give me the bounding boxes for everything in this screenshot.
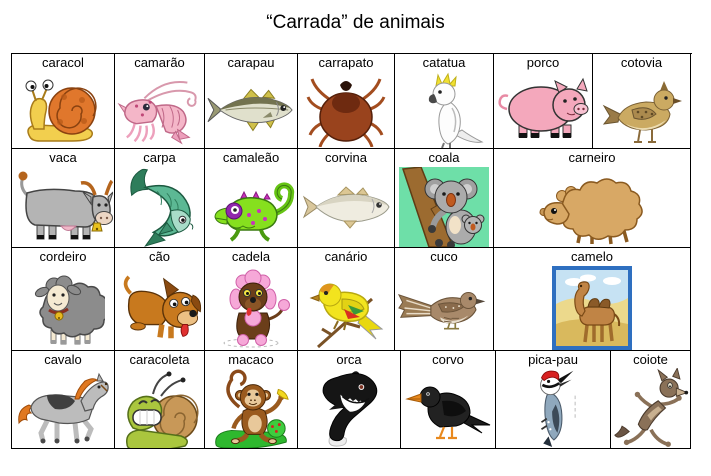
cell-cadela [205, 248, 298, 351]
pig-icon [497, 77, 589, 143]
cell-coiote [611, 351, 691, 449]
animal-label: carneiro [568, 150, 616, 165]
animal-table [11, 53, 692, 449]
cell-canario [298, 248, 395, 351]
cell-cuco [395, 248, 494, 351]
animal-label: coiote [633, 352, 668, 367]
animal-label: porco [526, 55, 560, 70]
mackerel-icon [206, 84, 296, 136]
table-row-2 [12, 149, 692, 248]
animal-label: catatua [422, 55, 466, 70]
cell-orca [298, 351, 401, 449]
cell-caracoleta [115, 351, 205, 449]
cell-cavalo [12, 351, 115, 449]
ram-icon [532, 169, 652, 245]
animal-label: carpa [143, 150, 176, 165]
animal-label: camarão [134, 55, 185, 70]
table-row-1 [12, 54, 692, 149]
cell-camaleao [205, 149, 298, 248]
cell-pica-pau [496, 351, 611, 449]
animal-label: corvo [432, 352, 464, 367]
cell-cotovia [593, 54, 691, 149]
cow-icon [13, 169, 113, 245]
camel-icon [552, 266, 632, 350]
croaker-fish-icon [300, 182, 392, 232]
animal-label: corvina [325, 150, 367, 165]
cuckoo-icon [397, 280, 491, 336]
cell-carrapato [298, 54, 395, 149]
cell-vaca [12, 149, 115, 248]
animal-label: caracol [42, 55, 84, 70]
crow-icon [402, 373, 494, 443]
animal-label: caracoleta [129, 352, 190, 367]
canary-icon [302, 267, 390, 349]
animal-label: coala [428, 150, 460, 165]
animal-label: camelo [571, 249, 613, 264]
animal-label: cuco [430, 249, 458, 264]
coyote-icon [613, 368, 689, 448]
tick-icon [306, 73, 386, 147]
poodle-icon [211, 267, 291, 349]
snail-grin-icon [119, 368, 201, 449]
animal-label: orca [336, 352, 362, 367]
cell-caracol [12, 54, 115, 149]
cockatoo-icon [404, 72, 484, 148]
cell-macaco [205, 351, 298, 449]
lark-icon [600, 74, 684, 146]
animal-label: camaleão [222, 150, 280, 165]
cell-camarao [115, 54, 205, 149]
animal-label: pica-pau [528, 352, 578, 367]
animal-label: canário [324, 249, 368, 264]
cell-carpa [115, 149, 205, 248]
orca-icon [310, 368, 388, 448]
cell-cordeiro [12, 248, 115, 351]
cell-porco [494, 54, 593, 149]
page-title: “Carrada” de animais [266, 12, 445, 33]
table-row-3 [12, 248, 692, 351]
dog-icon [116, 270, 204, 346]
cell-carapau [205, 54, 298, 149]
table-row-4 [12, 351, 692, 449]
animal-label: cordeiro [39, 249, 87, 264]
animal-label: vaca [49, 150, 77, 165]
koala-icon [399, 167, 489, 247]
cell-cao [115, 248, 205, 351]
cell-coala [395, 149, 494, 248]
cell-corvina [298, 149, 395, 248]
animal-label: macaco [228, 352, 274, 367]
snail-icon [20, 75, 106, 145]
cell-corvo [401, 351, 496, 449]
cell-catatua [395, 54, 494, 149]
cell-carneiro [494, 149, 691, 248]
animal-label: carapau [227, 55, 275, 70]
shrimp-icon [117, 74, 203, 146]
woodpecker-icon [518, 369, 588, 447]
animal-label: cotovia [620, 55, 663, 70]
lamb-icon [21, 268, 105, 348]
animal-label: carrapato [318, 55, 374, 70]
monkey-icon [207, 368, 295, 448]
animal-label: cadela [231, 249, 271, 264]
carp-icon [121, 166, 199, 248]
animal-label: cavalo [44, 352, 82, 367]
horse-icon [13, 371, 113, 445]
chameleon-icon [207, 170, 295, 244]
animal-label: cão [149, 249, 170, 264]
cell-camelo [494, 248, 691, 351]
